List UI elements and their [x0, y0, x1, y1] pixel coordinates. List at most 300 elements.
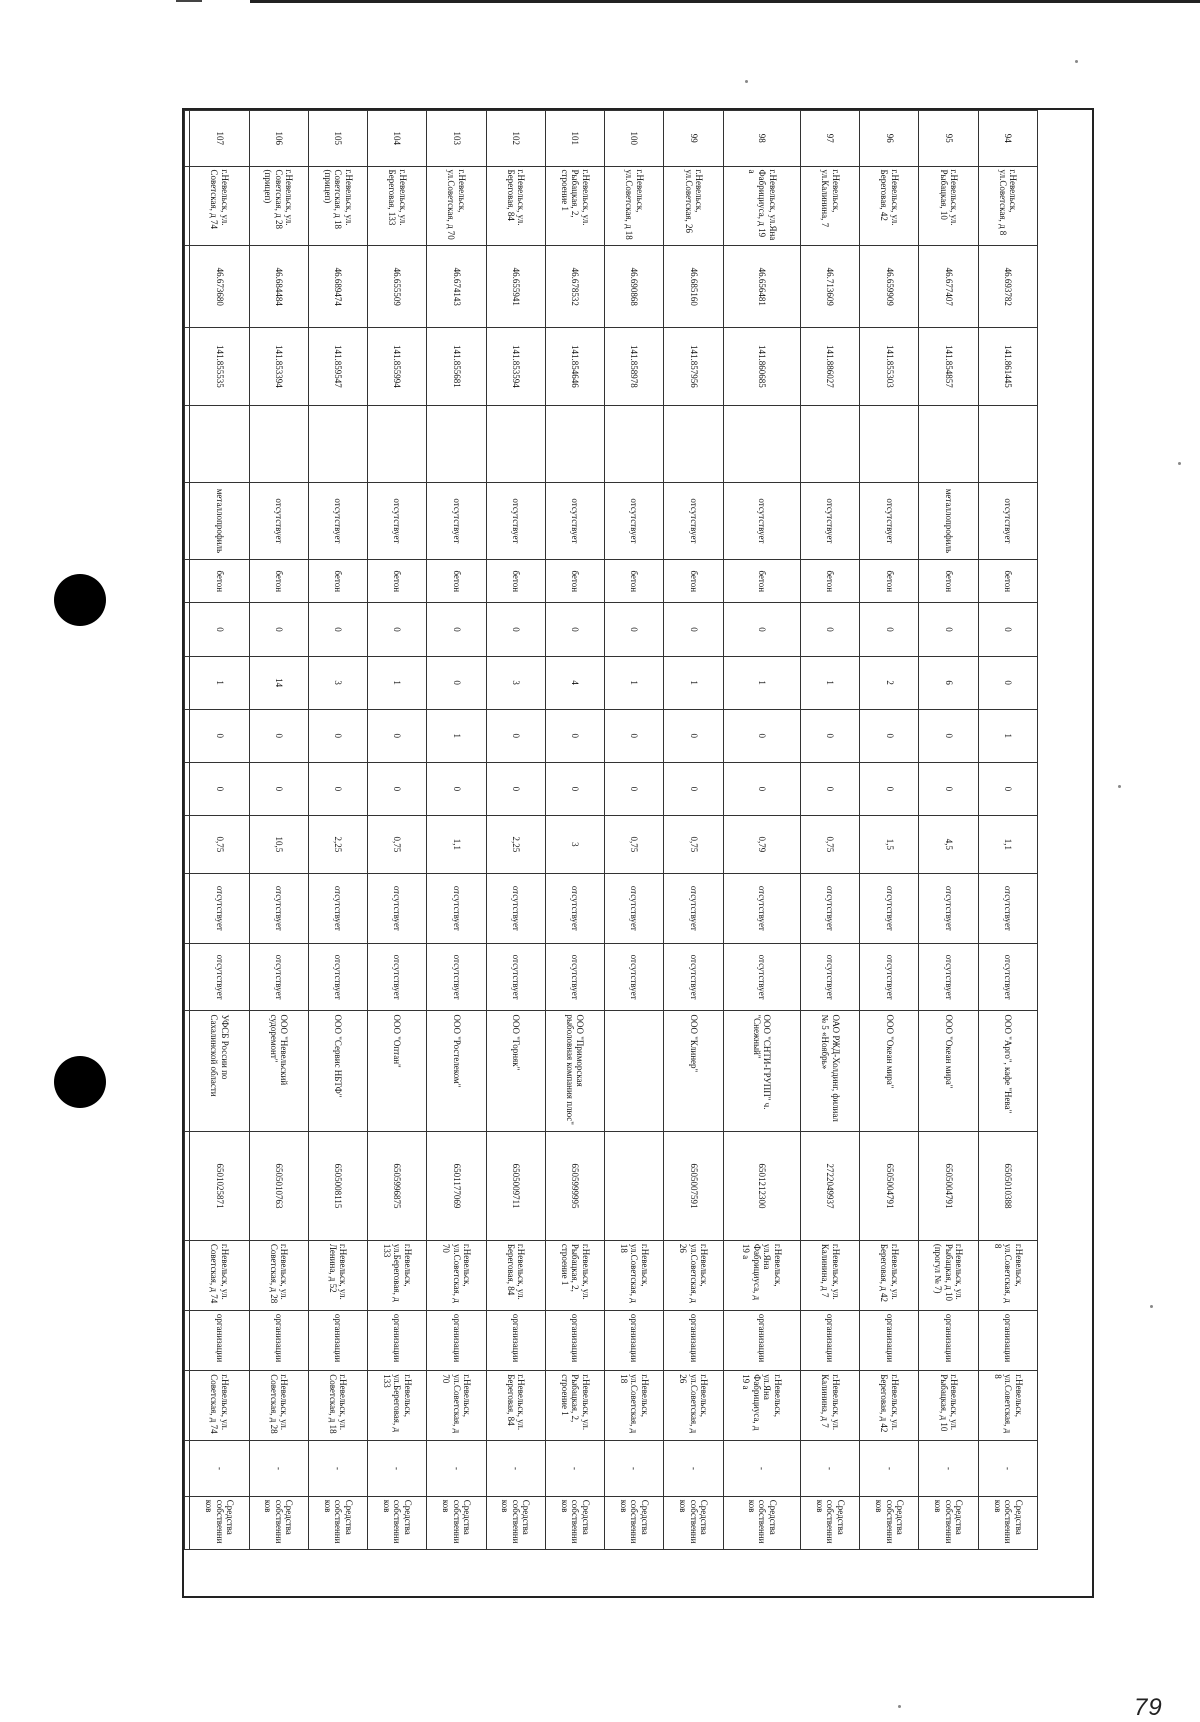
owner-name: ООО "Приморская рыболовная компания плюс" [545, 1011, 604, 1132]
cell-value-20: - [249, 1441, 308, 1497]
cell-value-8: 0 [860, 603, 919, 656]
table-row [664, 111, 723, 1550]
table-row [249, 111, 308, 1550]
owner-inn: 6505010763 [249, 1132, 308, 1241]
source-address: г.Невельск, ул. Советская, д 28 [249, 1371, 308, 1441]
cell-value-8: 0 [308, 603, 367, 656]
waste-source: организации [249, 1310, 308, 1370]
source-address: г.Невельск, ул. Береговая, д 42 [860, 1371, 919, 1441]
owner-address: г.Невельск, ул. Рыбацкая, 2, строение 1 [545, 1240, 604, 1310]
owner-inn: 6505008115 [308, 1132, 367, 1241]
latitude: 46.655509 [368, 246, 427, 328]
empty-cell [185, 603, 190, 656]
cell-value-20: - [368, 1441, 427, 1497]
funding-source: Средства собственников [978, 1496, 1037, 1549]
capacity-volume: 0,75 [664, 815, 723, 873]
capacity-volume: 0,75 [190, 815, 249, 873]
fence-material: отсутствует [486, 482, 545, 559]
cell-value-12: 0 [723, 762, 800, 815]
table-row [427, 111, 486, 1550]
surface-type [486, 405, 545, 482]
cell-value-20: - [427, 1441, 486, 1497]
capacity-volume: 3 [545, 815, 604, 873]
owner-name: ООО "Океан мира" [919, 1011, 978, 1132]
source-address: г.Невельск, ул. Береговая, 84 [486, 1371, 545, 1441]
capacity-volume: 0,75 [368, 815, 427, 873]
cell-value-20: - [605, 1441, 664, 1497]
cell-value-12: 0 [368, 762, 427, 815]
waste-source: организации [486, 1310, 545, 1370]
cell-value-8: 0 [723, 603, 800, 656]
longitude: 141.859547 [308, 328, 367, 405]
cell-value-13: отсутствует [860, 873, 919, 943]
source-address: г.Невельск, ул.Советская, д 70 [427, 1371, 486, 1441]
fence-material: отсутствует [427, 482, 486, 559]
empty-cell [185, 405, 190, 482]
cell-value-8: 0 [800, 603, 859, 656]
table-row [919, 111, 978, 1550]
owner-address: г.Невельск, ул. Калинина, д 7 [800, 1240, 859, 1310]
table-row [308, 111, 367, 1550]
waste-source: организации [545, 1310, 604, 1370]
cell-value-10: 0 [800, 709, 859, 762]
cell-value-14: отсутствует [190, 943, 249, 1011]
site-address: г.Невельск, ул.Советская, д 18 [605, 166, 664, 246]
register-table-frame [182, 108, 1094, 1598]
latitude: 46.673680 [190, 246, 249, 328]
container-count: 14 [249, 656, 308, 709]
base-material: бетон [486, 560, 545, 603]
funding-source: Средства собственников [605, 1496, 664, 1549]
fence-material: отсутствует [605, 482, 664, 559]
funding-source: Средства собственников [486, 1496, 545, 1549]
base-material: бетон [368, 560, 427, 603]
surface-type [308, 405, 367, 482]
row-number: 102 [486, 111, 545, 167]
cell-value-14: отсутствует [368, 943, 427, 1011]
site-address: г.Невельск, ул. Советская, д 74 [190, 166, 249, 246]
cell-value-20: - [308, 1441, 367, 1497]
capacity-volume: 2,25 [486, 815, 545, 873]
empty-cell [185, 328, 190, 405]
owner-address: г.Невельск, ул.Советская, д 8 [978, 1240, 1037, 1310]
site-address: г.Невельск, ул.Калинина, 7 [800, 166, 859, 246]
empty-cell [185, 166, 190, 246]
longitude: 141.861445 [978, 328, 1037, 405]
owner-name: ООО "Сервис НБТФ" [308, 1011, 367, 1132]
cell-value-12: 0 [978, 762, 1037, 815]
site-address: г.Невельск, ул. Советская, д 18 (прицеп) [308, 166, 367, 246]
waste-site-register-table [184, 110, 1038, 1550]
cell-value-10: 0 [919, 709, 978, 762]
capacity-volume: 4,5 [919, 815, 978, 873]
cell-value-20: - [800, 1441, 859, 1497]
base-material: бетон [723, 560, 800, 603]
container-count: 0 [427, 656, 486, 709]
container-count: 1 [723, 656, 800, 709]
scan-edge-mark [176, 0, 202, 2]
table-row [800, 111, 859, 1550]
scan-speck [1118, 785, 1121, 788]
container-count: 4 [545, 656, 604, 709]
cell-value-12: 0 [860, 762, 919, 815]
latitude: 46.713609 [800, 246, 859, 328]
table-row [545, 111, 604, 1550]
owner-name: ОАО РЖД-Холдинг, филиал № 5 «Ноябрь» [800, 1011, 859, 1132]
cell-value-8: 0 [427, 603, 486, 656]
owner-inn: 6501212300 [723, 1132, 800, 1241]
base-material: бетон [427, 560, 486, 603]
longitude: 141.860685 [723, 328, 800, 405]
owner-name: ООО "Клинер" [664, 1011, 723, 1132]
cell-value-14: отсутствует [860, 943, 919, 1011]
cell-value-14: отсутствует [427, 943, 486, 1011]
empty-row [185, 111, 190, 1550]
cell-value-20: - [723, 1441, 800, 1497]
waste-source: организации [368, 1310, 427, 1370]
owner-address: г.Невельск, ул.Советская, д 26 [664, 1240, 723, 1310]
table-row [605, 111, 664, 1550]
site-address: г.Невельск, ул. Рыбацкая, 2, строение 1 [545, 166, 604, 246]
funding-source: Средства собственников [664, 1496, 723, 1549]
base-material: бетон [860, 560, 919, 603]
cell-value-20: - [664, 1441, 723, 1497]
cell-value-10: 1 [978, 709, 1037, 762]
source-address: г.Невельск, ул.Яна Фабрициуса, д 19 а [723, 1371, 800, 1441]
waste-source: организации [800, 1310, 859, 1370]
cell-value-8: 0 [486, 603, 545, 656]
site-address: г.Невельск, ул. Рыбацкая, 10 [919, 166, 978, 246]
site-address: г.Невельск, ул.Яна Фабрициуса, д 19 а [723, 166, 800, 246]
cell-value-13: отсутствует [486, 873, 545, 943]
capacity-volume: 0,75 [605, 815, 664, 873]
base-material: бетон [249, 560, 308, 603]
empty-cell [185, 1441, 190, 1497]
container-count: 3 [486, 656, 545, 709]
empty-cell [185, 1496, 190, 1549]
cell-value-13: отсутствует [664, 873, 723, 943]
cell-value-14: отсутствует [605, 943, 664, 1011]
row-number: 104 [368, 111, 427, 167]
empty-cell [185, 943, 190, 1011]
funding-source: Средства собственников [545, 1496, 604, 1549]
owner-address: г.Невельск, ул.Береговая, д 133 [368, 1240, 427, 1310]
row-number: 99 [664, 111, 723, 167]
site-address: г.Невельск, ул. Советская, д 28 (прицеп) [249, 166, 308, 246]
latitude: 46.674143 [427, 246, 486, 328]
funding-source: Средства собственников [190, 1496, 249, 1549]
latitude: 46.689474 [308, 246, 367, 328]
row-number: 106 [249, 111, 308, 167]
surface-type [368, 405, 427, 482]
scan-top-rule [250, 0, 1200, 3]
owner-name: ООО "Океан мира" [860, 1011, 919, 1132]
base-material: бетон [605, 560, 664, 603]
cell-value-8: 0 [368, 603, 427, 656]
cell-value-14: отсутствует [545, 943, 604, 1011]
empty-cell [185, 1011, 190, 1132]
cell-value-12: 0 [308, 762, 367, 815]
cell-value-14: отсутствует [919, 943, 978, 1011]
longitude: 141.853594 [486, 328, 545, 405]
base-material: бетон [545, 560, 604, 603]
owner-address: г.Невельск, ул. Береговая, д 42 [860, 1240, 919, 1310]
surface-type [919, 405, 978, 482]
source-address: г.Невельск, ул.Советская, д 26 [664, 1371, 723, 1441]
cell-value-12: 0 [486, 762, 545, 815]
base-material: бетон [919, 560, 978, 603]
funding-source: Средства собственников [308, 1496, 367, 1549]
cell-value-20: - [545, 1441, 604, 1497]
capacity-volume: 1,1 [978, 815, 1037, 873]
cell-value-10: 0 [860, 709, 919, 762]
waste-source: организации [190, 1310, 249, 1370]
owner-address: г.Невельск, ул. Береговая, 84 [486, 1240, 545, 1310]
waste-source: организации [978, 1310, 1037, 1370]
owner-name: ООО "СНТИ-ГРУПП" ч. "Снежный" [723, 1011, 800, 1132]
fence-material: отсутствует [860, 482, 919, 559]
punch-hole [54, 574, 106, 626]
surface-type [723, 405, 800, 482]
funding-source: Средства собственников [723, 1496, 800, 1549]
cell-value-13: отсутствует [427, 873, 486, 943]
surface-type [190, 405, 249, 482]
scan-speck [898, 1705, 901, 1708]
row-number: 94 [978, 111, 1037, 167]
row-number: 100 [605, 111, 664, 167]
longitude: 141.858978 [605, 328, 664, 405]
fence-material: отсутствует [664, 482, 723, 559]
fence-material: отсутствует [249, 482, 308, 559]
table-row [860, 111, 919, 1550]
owner-inn: 6505007591 [664, 1132, 723, 1241]
owner-inn: 2722049937 [800, 1132, 859, 1241]
cell-value-12: 0 [605, 762, 664, 815]
cell-value-20: - [919, 1441, 978, 1497]
cell-value-20: - [486, 1441, 545, 1497]
funding-source: Средства собственников [860, 1496, 919, 1549]
container-count: 2 [860, 656, 919, 709]
row-number: 96 [860, 111, 919, 167]
base-material: бетон [190, 560, 249, 603]
latitude: 46.678532 [545, 246, 604, 328]
surface-type [978, 405, 1037, 482]
cell-value-12: 0 [664, 762, 723, 815]
owner-inn: 6505004791 [919, 1132, 978, 1241]
surface-type [860, 405, 919, 482]
row-number: 105 [308, 111, 367, 167]
scan-speck [745, 80, 748, 83]
surface-type [664, 405, 723, 482]
source-address: г.Невельск, ул. Советская, д 74 [190, 1371, 249, 1441]
base-material: бетон [978, 560, 1037, 603]
waste-source: организации [860, 1310, 919, 1370]
cell-value-8: 0 [978, 603, 1037, 656]
capacity-volume: 10,5 [249, 815, 308, 873]
cell-value-14: отсутствует [308, 943, 367, 1011]
cell-value-10: 0 [486, 709, 545, 762]
cell-value-13: отсутствует [800, 873, 859, 943]
site-address: г.Невельск, ул.Советская, 26 [664, 166, 723, 246]
surface-type [249, 405, 308, 482]
base-material: бетон [308, 560, 367, 603]
waste-source: организации [308, 1310, 367, 1370]
fence-material: отсутствует [368, 482, 427, 559]
row-number: 97 [800, 111, 859, 167]
cell-value-13: отсутствует [190, 873, 249, 943]
cell-value-8: 0 [605, 603, 664, 656]
cell-value-14: отсутствует [249, 943, 308, 1011]
cell-value-12: 0 [800, 762, 859, 815]
latitude: 46.677407 [919, 246, 978, 328]
table-row [723, 111, 800, 1550]
fence-material: металлопрофиль [190, 482, 249, 559]
latitude: 46.693782 [978, 246, 1037, 328]
cell-value-8: 0 [664, 603, 723, 656]
owner-address: г.Невельск, ул.Советская, д 70 [427, 1240, 486, 1310]
owner-inn: 6505996875 [368, 1132, 427, 1241]
latitude: 46.659909 [860, 246, 919, 328]
funding-source: Средства собственников [249, 1496, 308, 1549]
latitude: 46.656481 [723, 246, 800, 328]
owner-name: ООО "Ростелеком" [427, 1011, 486, 1132]
owner-name [605, 1011, 664, 1132]
longitude: 141.857956 [664, 328, 723, 405]
longitude: 141.854646 [545, 328, 604, 405]
capacity-volume: 2,25 [308, 815, 367, 873]
site-address: г.Невельск, ул. Береговая, 42 [860, 166, 919, 246]
cell-value-10: 0 [249, 709, 308, 762]
cell-value-14: отсутствует [486, 943, 545, 1011]
page-number: 79 [1134, 1694, 1163, 1721]
table-row [486, 111, 545, 1550]
source-address: г.Невельск, ул. Советская, д 18 [308, 1371, 367, 1441]
cell-value-13: отсутствует [308, 873, 367, 943]
scan-speck [1075, 60, 1078, 63]
fence-material: отсутствует [308, 482, 367, 559]
waste-source: организации [723, 1310, 800, 1370]
owner-address: г.Невельск, ул. Советская, д 28 [249, 1240, 308, 1310]
capacity-volume: 1,5 [860, 815, 919, 873]
empty-cell [185, 709, 190, 762]
waste-source: организации [664, 1310, 723, 1370]
longitude: 141.855994 [368, 328, 427, 405]
owner-address: г.Невельск, ул. Советская, д 74 [190, 1240, 249, 1310]
empty-cell [185, 656, 190, 709]
longitude: 141.886027 [800, 328, 859, 405]
longitude: 141.853394 [249, 328, 308, 405]
scan-speck [1150, 1305, 1153, 1308]
owner-inn: 6501177069 [427, 1132, 486, 1241]
owner-address: г.Невельск, ул.Советская, д 18 [605, 1240, 664, 1310]
funding-source: Средства собственников [800, 1496, 859, 1549]
waste-source: организации [427, 1310, 486, 1370]
waste-source: организации [605, 1310, 664, 1370]
cell-value-8: 0 [919, 603, 978, 656]
table-row [978, 111, 1037, 1550]
cell-value-10: 0 [368, 709, 427, 762]
cell-value-14: отсутствует [800, 943, 859, 1011]
capacity-volume: 0,75 [800, 815, 859, 873]
table-row [190, 111, 249, 1550]
cell-value-12: 0 [545, 762, 604, 815]
surface-type [427, 405, 486, 482]
base-material: бетон [800, 560, 859, 603]
container-count: 6 [919, 656, 978, 709]
longitude: 141.855681 [427, 328, 486, 405]
cell-value-8: 0 [545, 603, 604, 656]
row-number: 95 [919, 111, 978, 167]
cell-value-10: 0 [545, 709, 604, 762]
longitude: 141.855303 [860, 328, 919, 405]
container-count: 1 [664, 656, 723, 709]
funding-source: Средства собственников [368, 1496, 427, 1549]
cell-value-13: отсутствует [605, 873, 664, 943]
owner-inn: 6505004791 [860, 1132, 919, 1241]
source-address: г.Невельск, ул.Советская, д 18 [605, 1371, 664, 1441]
capacity-volume: 1,1 [427, 815, 486, 873]
row-number: 101 [545, 111, 604, 167]
source-address: г.Невельск, ул. Калинина, д 7 [800, 1371, 859, 1441]
empty-cell [185, 873, 190, 943]
container-count: 1 [190, 656, 249, 709]
container-count: 1 [800, 656, 859, 709]
cell-value-20: - [190, 1441, 249, 1497]
cell-value-10: 0 [605, 709, 664, 762]
fence-material: отсутствует [800, 482, 859, 559]
empty-cell [185, 482, 190, 559]
fence-material: отсутствует [545, 482, 604, 559]
owner-address: г.Невельск, ул. Рыбацкая, д 10 (прогул № 7) [919, 1240, 978, 1310]
cell-value-10: 0 [664, 709, 723, 762]
scan-speck [1178, 462, 1181, 465]
cell-value-8: 0 [190, 603, 249, 656]
cell-value-12: 0 [427, 762, 486, 815]
cell-value-8: 0 [249, 603, 308, 656]
row-number: 98 [723, 111, 800, 167]
cell-value-13: отсутствует [368, 873, 427, 943]
funding-source: Средства собственников [919, 1496, 978, 1549]
empty-cell [185, 815, 190, 873]
owner-name: ООО "Горняк" [486, 1011, 545, 1132]
source-address: г.Невельск, ул.Советская, д 8 [978, 1371, 1037, 1441]
owner-name: ООО "Оптан" [368, 1011, 427, 1132]
empty-cell [185, 111, 190, 167]
fence-material: металлопрофиль [919, 482, 978, 559]
owner-inn [605, 1132, 664, 1241]
cell-value-13: отсутствует [919, 873, 978, 943]
cell-value-14: отсутствует [664, 943, 723, 1011]
cell-value-10: 0 [723, 709, 800, 762]
latitude: 46.684484 [249, 246, 308, 328]
cell-value-20: - [860, 1441, 919, 1497]
owner-name: ООО "Арго", кафе "Нева" [978, 1011, 1037, 1132]
source-address: г.Невельск, ул.Береговая, д 133 [368, 1371, 427, 1441]
container-count: 0 [978, 656, 1037, 709]
cell-value-12: 0 [249, 762, 308, 815]
rotated-table-wrapper [184, 110, 1038, 1550]
table-row [368, 111, 427, 1550]
cell-value-10: 0 [308, 709, 367, 762]
funding-source: Средства собственников [427, 1496, 486, 1549]
latitude: 46.685160 [664, 246, 723, 328]
site-address: г.Невельск, ул. Береговая, 84 [486, 166, 545, 246]
surface-type [800, 405, 859, 482]
site-address: г.Невельск, ул.Советская, д 70 [427, 166, 486, 246]
owner-address: г.Невельск, ул.Яна Фабрициуса, д 19 а [723, 1240, 800, 1310]
owner-inn: 6505999995 [545, 1132, 604, 1241]
capacity-volume: 0,79 [723, 815, 800, 873]
